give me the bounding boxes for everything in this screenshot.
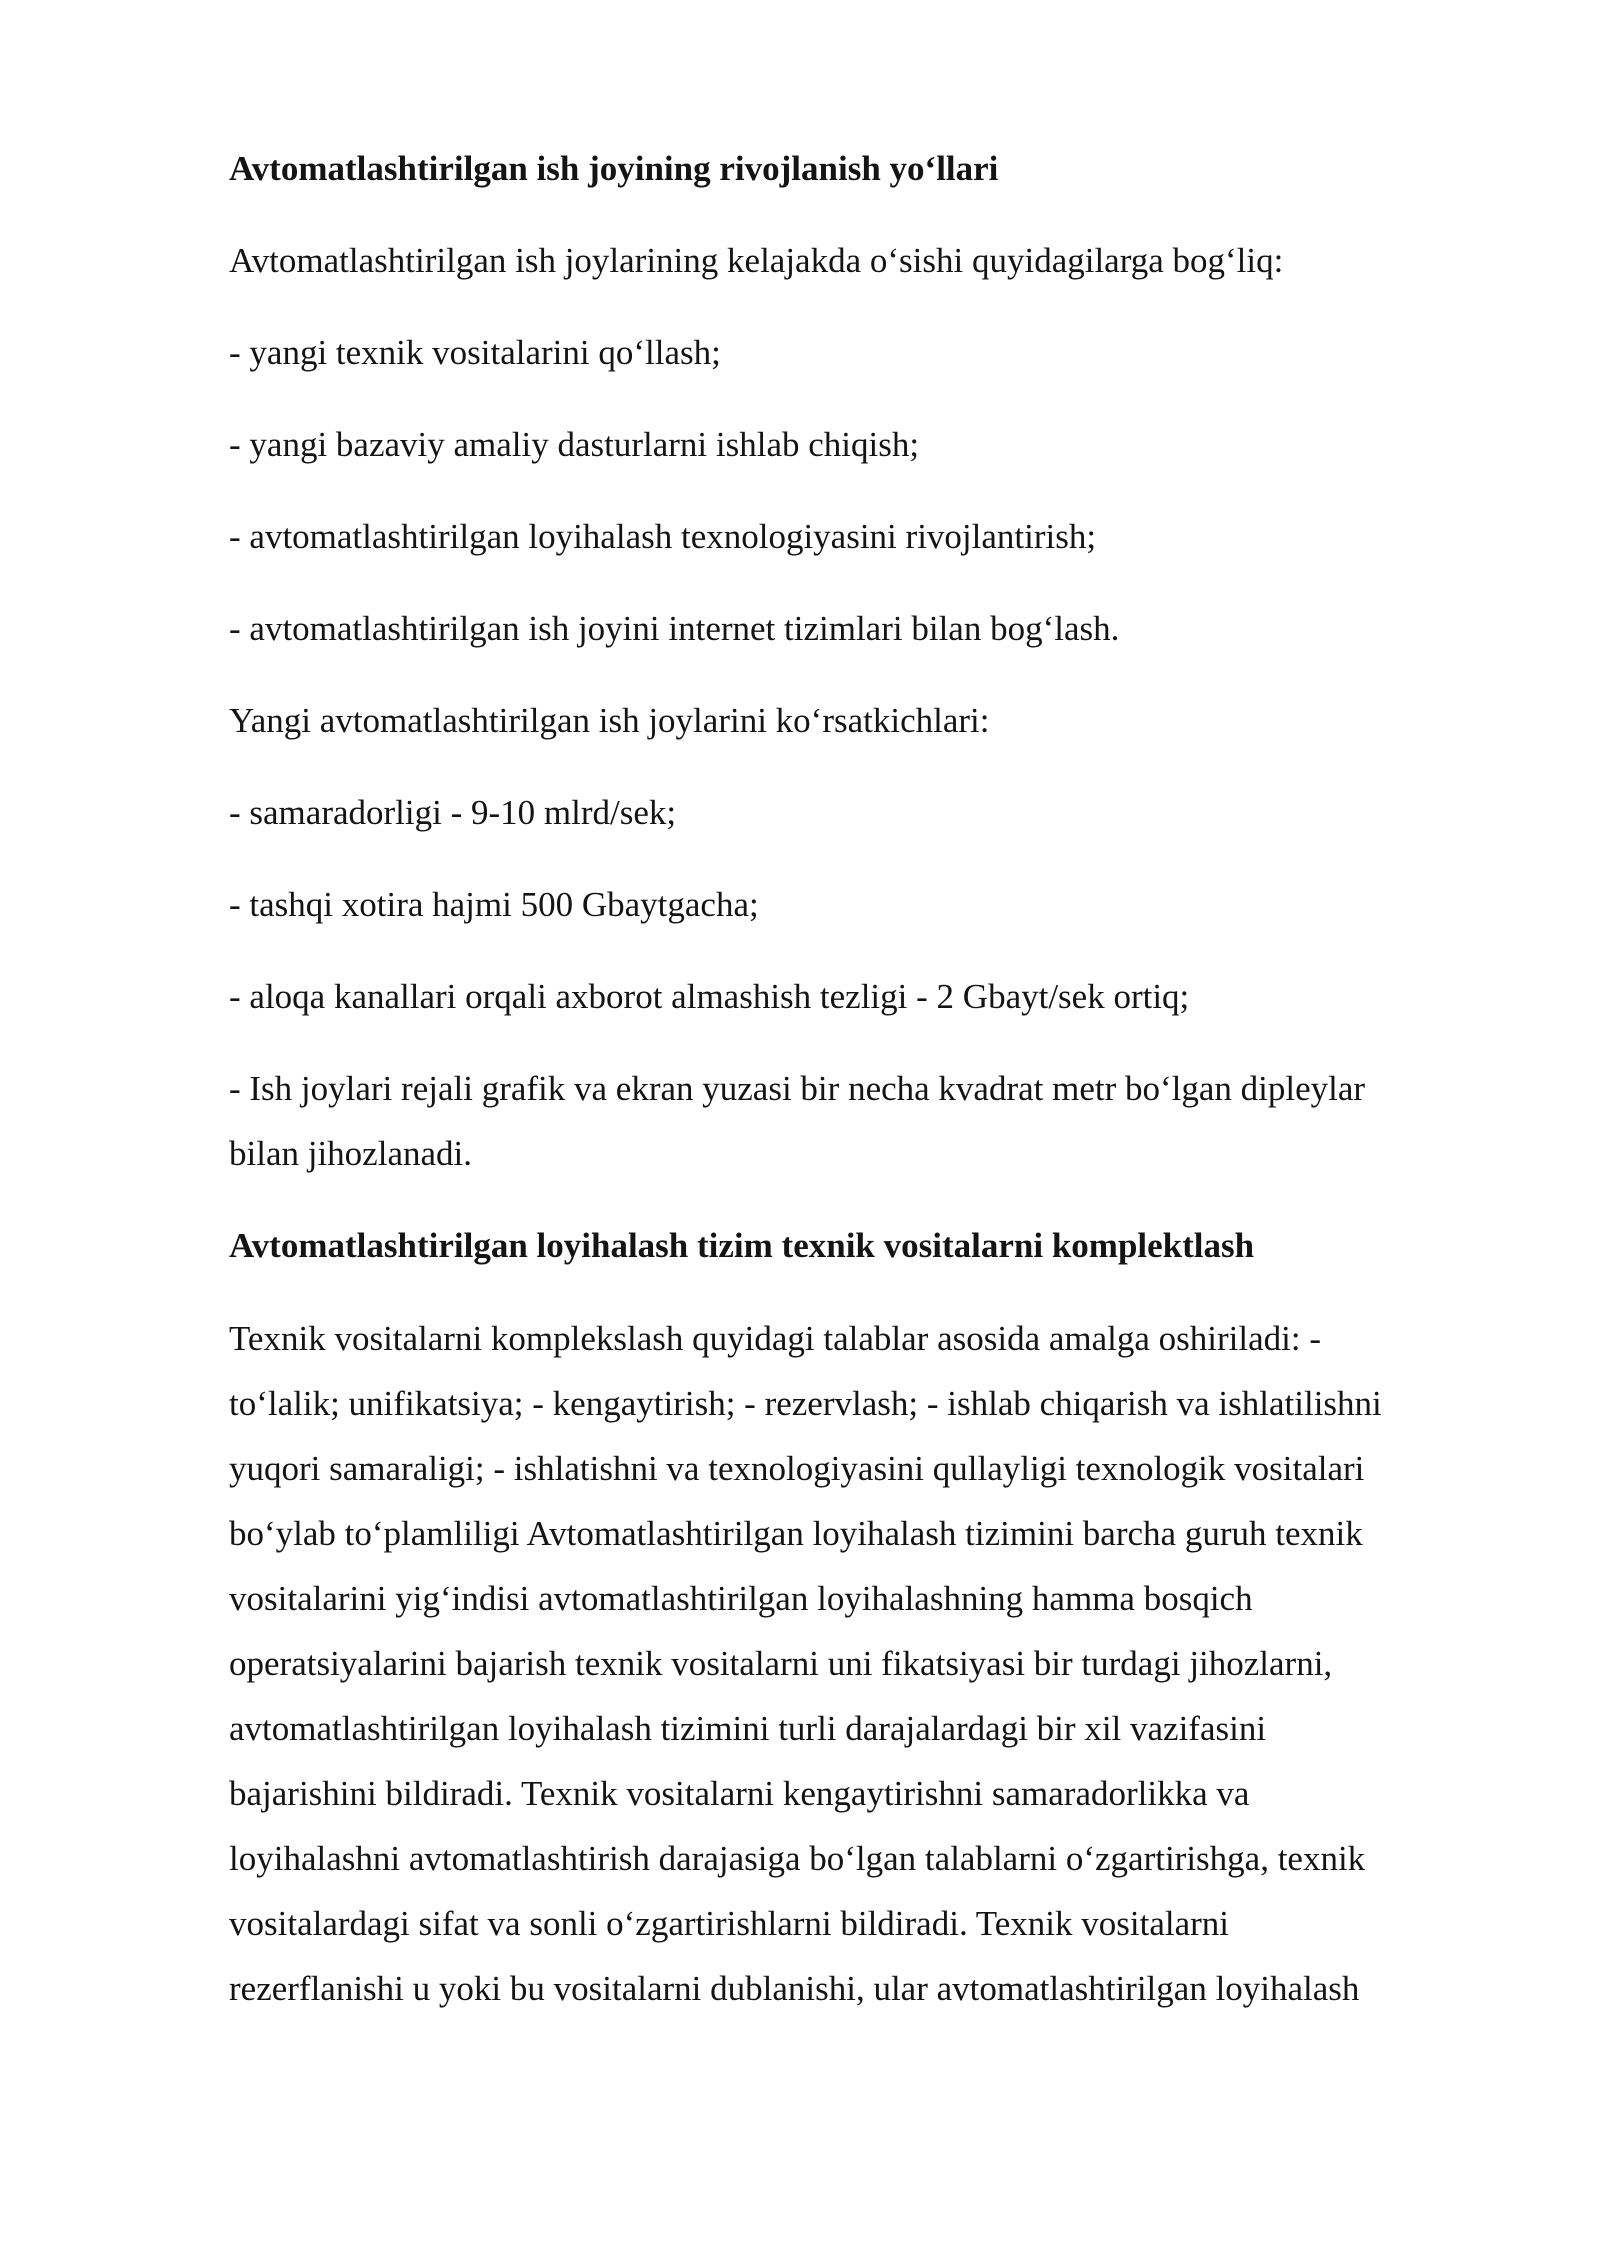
body-paragraph	[229, 1306, 1479, 2021]
paragraph-line: yuqori samaraligi; - ishlatishni va texnologiyasini qullayligi texnologik vositalari	[229, 1449, 1365, 1488]
intro-paragraph: Yangi avtomatlashtirilgan ish joylarini ko‘rsatkichlari:	[229, 701, 990, 740]
list-item: - avtomatlashtirilgan loyihalash texnologiyasini rivojlantirish;	[229, 517, 1097, 556]
section-heading: Avtomatlashtirilgan loyihalash tizim texnik vositalarni komplektlash	[229, 1226, 1255, 1265]
list-item: - tashqi xotira hajmi 500 Gbaytgacha;	[229, 885, 759, 924]
list-item-line: - Ish joylari rejali grafik va ekran yuzasi bir necha kvadrat metr bo‘lgan dipleylar	[229, 1069, 1366, 1108]
list-item	[229, 1068, 1479, 1175]
paragraph-line: bajarishini bildiradi. Texnik vositalarni kengaytirishni samaradorlikka va	[229, 1774, 1250, 1813]
paragraph-line: to‘lalik; unifikatsiya; - kengaytirish; - rezervlash; - ishlab chiqarish va ishlatilishni	[229, 1384, 1382, 1423]
paragraph-line: vositalarini yig‘indisi avtomatlashtirilgan loyihalashning hamma bosqich	[229, 1579, 1253, 1618]
paragraph-line: Texnik vositalarni komplekslash quyidagi talablar asosida amalga oshiriladi: -	[229, 1319, 1322, 1358]
paragraph-line: avtomatlashtirilgan loyihalash tizimini turli darajalardagi bir xil vazifasini	[229, 1709, 1267, 1748]
list-item: - yangi texnik vositalarini qo‘llash;	[229, 333, 721, 372]
list-item: - yangi bazaviy amaliy dasturlarni ishlab chiqish;	[229, 425, 920, 464]
list-item-line: bilan jihozlanadi.	[229, 1134, 472, 1173]
section-heading: Avtomatlashtirilgan ish joyining rivojlanish yo‘llari	[229, 149, 999, 188]
list-item: - samaradorligi - 9-10 mlrd/sek;	[229, 793, 677, 832]
paragraph-line: vositalardagi sifat va sonli o‘zgartirishlarni bildiradi. Texnik vositalarni	[229, 1904, 1229, 1943]
document-body	[229, 148, 1479, 2021]
paragraph-line: operatsiyalarini bajarish texnik vositalarni uni fikatsiyasi bir turdagi jihozlarni,	[229, 1644, 1333, 1683]
list-item: - aloqa kanallari orqali axborot almashish tezligi - 2 Gbayt/sek ortiq;	[229, 977, 1190, 1016]
paragraph-line: rezerflanishi u yoki bu vositalarni dublanishi, ular avtomatlashtirilgan loyihalash	[229, 1969, 1360, 2008]
paragraph-line: loyihalashni avtomatlashtirish darajasiga bo‘lgan talablarni o‘zgartirishga, texnik	[229, 1839, 1366, 1878]
intro-paragraph: Avtomatlashtirilgan ish joylarining kelajakda o‘sishi quyidagilarga bog‘liq:	[229, 241, 1284, 280]
paragraph-line: bo‘ylab to‘plamliligi Avtomatlashtirilgan loyihalash tizimini barcha guruh texnik	[229, 1514, 1363, 1553]
list-item: - avtomatlashtirilgan ish joyini internet tizimlari bilan bog‘lash.	[229, 609, 1120, 648]
